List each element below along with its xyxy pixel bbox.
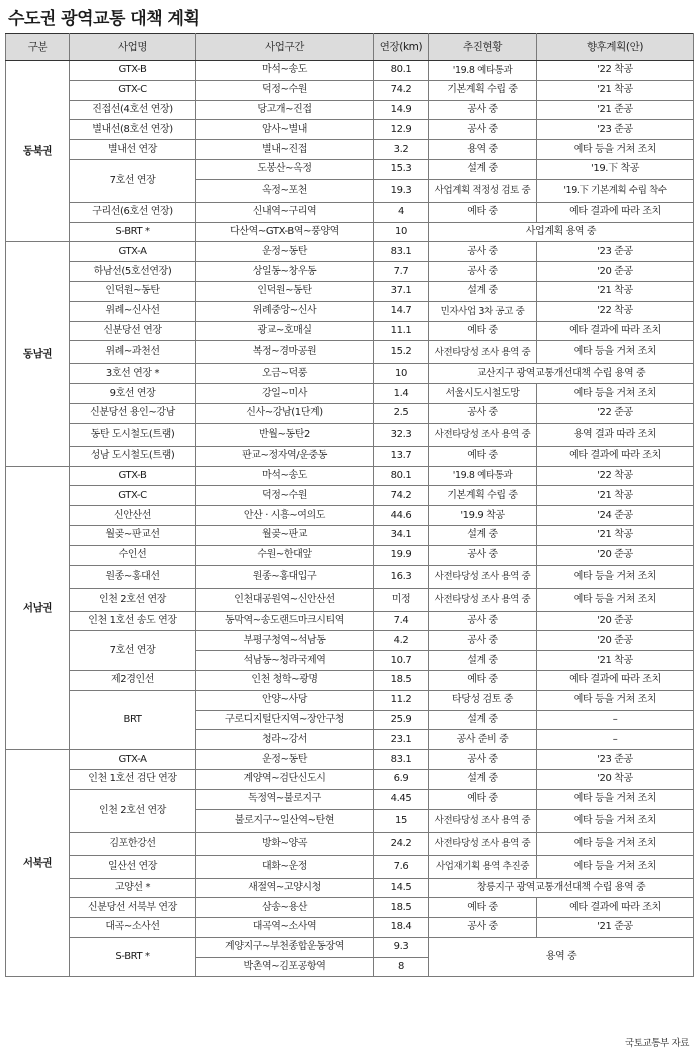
table-body	[6, 61, 694, 977]
header-row	[6, 34, 694, 61]
section-cell: 운정~동탄	[196, 242, 374, 262]
plan-cell: 예타 등을 거쳐 조치	[537, 809, 694, 832]
length-cell: 9.3	[374, 937, 429, 957]
project-name-cell: 위례~신사선	[70, 301, 196, 321]
table-row	[6, 937, 694, 957]
section-cell: 덕정~수원	[196, 486, 374, 506]
section-cell: 삼송~용산	[196, 898, 374, 918]
section-cell: 월곶~판교	[196, 525, 374, 545]
table-row	[6, 100, 694, 120]
project-name-cell: 7호선 연장	[70, 631, 196, 671]
project-name-cell: 별내선(8호선 연장)	[70, 120, 196, 140]
project-name-cell: 인덕원~동탄	[70, 281, 196, 301]
length-cell: 4	[374, 202, 429, 222]
project-name-cell: 하남선(5호선연장)	[70, 262, 196, 282]
table-row	[6, 878, 694, 898]
status-cell: 사업재기획 용역 추진중	[429, 855, 537, 878]
plan-cell: '22 준공	[537, 403, 694, 423]
length-cell: 11.1	[374, 321, 429, 341]
section-cell: 인천대공원역~신안산선	[196, 588, 374, 611]
status-cell: 공사 중	[429, 120, 537, 140]
status-cell: 설계 중	[429, 710, 537, 730]
table-row	[6, 789, 694, 809]
length-cell: 80.1	[374, 61, 429, 81]
project-name-cell: 김포한강선	[70, 832, 196, 855]
plan-cell: '23 준공	[537, 750, 694, 770]
table-row	[6, 506, 694, 526]
plan-cell: 예타 등을 거쳐 조치	[537, 789, 694, 809]
section-cell: 당고개~진접	[196, 100, 374, 120]
plan-cell: 예타 등을 거쳐 조치	[537, 588, 694, 611]
merged-status-plan-cell: 용역 중	[429, 937, 694, 977]
project-name-cell: GTX-A	[70, 242, 196, 262]
table-row	[6, 384, 694, 404]
plan-cell: 예타 결과에 따라 조치	[537, 898, 694, 918]
section-cell: 청라~강서	[196, 730, 374, 750]
plan-cell: 예타 등을 거쳐 조치	[537, 832, 694, 855]
project-name-cell: 원종~홍대선	[70, 565, 196, 588]
status-cell: 공사 중	[429, 545, 537, 565]
length-cell: 25.9	[374, 710, 429, 730]
region-cell: 서남권	[6, 466, 70, 750]
length-cell: 32.3	[374, 423, 429, 446]
table-row	[6, 611, 694, 631]
section-cell: 다산역~GTX-B역~풍양역	[196, 222, 374, 242]
section-cell: 마석~송도	[196, 466, 374, 486]
merged-status-plan-cell: 창릉지구 광역교통개선대책 수립 용역 중	[429, 878, 694, 898]
plan-cell: '21 준공	[537, 918, 694, 938]
status-cell: 사전타당성 조사 용역 중	[429, 832, 537, 855]
plan-cell: '20 준공	[537, 631, 694, 651]
status-cell: 설계 중	[429, 281, 537, 301]
plan-cell: '22 착공	[537, 466, 694, 486]
status-cell: 공사 중	[429, 100, 537, 120]
length-cell: 7.7	[374, 262, 429, 282]
status-cell: 예타 중	[429, 670, 537, 690]
section-cell: 덕정~수원	[196, 80, 374, 100]
table-row	[6, 222, 694, 242]
table-row	[6, 262, 694, 282]
section-cell: 구로디지털단지역~장안구청	[196, 710, 374, 730]
length-cell: 44.6	[374, 506, 429, 526]
plan-cell: '20 준공	[537, 545, 694, 565]
table-row	[6, 61, 694, 81]
length-cell: 37.1	[374, 281, 429, 301]
section-cell: 계양역~검단신도시	[196, 769, 374, 789]
section-cell: 원종~홍대입구	[196, 565, 374, 588]
length-cell: 83.1	[374, 242, 429, 262]
plan-cell: '19.下 기본계획 수립 착수	[537, 179, 694, 202]
length-cell: 7.4	[374, 611, 429, 631]
length-cell: 12.9	[374, 120, 429, 140]
header-status: 추진현황	[429, 34, 537, 61]
plan-cell: 예타 결과에 따라 조치	[537, 446, 694, 466]
table-row	[6, 321, 694, 341]
plan-cell: 예타 등을 거쳐 조치	[537, 140, 694, 160]
section-cell: 암사~별내	[196, 120, 374, 140]
status-cell: 공사 중	[429, 242, 537, 262]
section-cell: 상일동~창우동	[196, 262, 374, 282]
section-cell: 방화~양곡	[196, 832, 374, 855]
status-cell: 설계 중	[429, 525, 537, 545]
plan-cell: '21 착공	[537, 80, 694, 100]
table-row	[6, 769, 694, 789]
plan-cell: 예타 등을 거쳐 조치	[537, 690, 694, 710]
project-name-cell: GTX-C	[70, 80, 196, 100]
page-title: 수도권 광역교통 대책 계획	[8, 9, 200, 29]
length-cell: 18.5	[374, 670, 429, 690]
project-name-cell: 대곡~소사선	[70, 918, 196, 938]
table-row	[6, 403, 694, 423]
length-cell: 23.1	[374, 730, 429, 750]
section-cell: 불로지구~일산역~탄현	[196, 809, 374, 832]
project-name-cell: 성남 도시철도(트램)	[70, 446, 196, 466]
table-row	[6, 364, 694, 384]
status-cell: 공사 중	[429, 611, 537, 631]
project-name-cell: 수인선	[70, 545, 196, 565]
status-cell: 설계 중	[429, 651, 537, 671]
project-name-cell: GTX-C	[70, 486, 196, 506]
length-cell: 18.4	[374, 918, 429, 938]
section-cell: 강일~미사	[196, 384, 374, 404]
status-cell: 사전타당성 조사 용역 중	[429, 809, 537, 832]
plan-cell: '20 준공	[537, 611, 694, 631]
status-cell: 예타 중	[429, 321, 537, 341]
status-cell: '19.8 예타통과	[429, 61, 537, 81]
length-cell: 15.3	[374, 159, 429, 179]
length-cell: 83.1	[374, 750, 429, 770]
table-row	[6, 242, 694, 262]
length-cell: 10	[374, 222, 429, 242]
header-region: 구분	[6, 34, 70, 61]
table-row	[6, 525, 694, 545]
section-cell: 오금~덕풍	[196, 364, 374, 384]
merged-status-plan-cell: 사업계획 용역 중	[429, 222, 694, 242]
length-cell: 15	[374, 809, 429, 832]
status-cell: 공사 중	[429, 262, 537, 282]
table-row	[6, 750, 694, 770]
section-cell: 신내역~구리역	[196, 202, 374, 222]
table-row	[6, 588, 694, 611]
table-row	[6, 918, 694, 938]
plan-cell: 용역 결과 따라 조치	[537, 423, 694, 446]
section-cell: 대화~운정	[196, 855, 374, 878]
length-cell: 14.7	[374, 301, 429, 321]
project-name-cell: 신분당선 용인~강남	[70, 403, 196, 423]
plan-cell: '23 준공	[537, 242, 694, 262]
length-cell: 19.3	[374, 179, 429, 202]
section-cell: 동막역~송도랜드마크시티역	[196, 611, 374, 631]
table-row	[6, 341, 694, 364]
project-name-cell: 인천 2호선 연장	[70, 588, 196, 611]
plan-cell: 예타 결과에 따라 조치	[537, 202, 694, 222]
table-row	[6, 281, 694, 301]
project-name-cell: GTX-B	[70, 466, 196, 486]
status-cell: '19.9 착공	[429, 506, 537, 526]
length-cell: 4.2	[374, 631, 429, 651]
table-row	[6, 545, 694, 565]
project-name-cell: 별내선 연장	[70, 140, 196, 160]
status-cell: 설계 중	[429, 769, 537, 789]
table-row	[6, 466, 694, 486]
plan-cell: '22 착공	[537, 61, 694, 81]
length-cell: 18.5	[374, 898, 429, 918]
section-cell: 석남동~청라국제역	[196, 651, 374, 671]
plan-cell: 예타 결과에 따라 조치	[537, 321, 694, 341]
section-cell: 인천 청학~광명	[196, 670, 374, 690]
length-cell: 34.1	[374, 525, 429, 545]
header-plan: 향후계획(안)	[537, 34, 694, 61]
plan-cell: 예타 등을 거쳐 조치	[537, 341, 694, 364]
project-name-cell: 인천 1호선 검단 연장	[70, 769, 196, 789]
project-name-cell: 신분당선 연장	[70, 321, 196, 341]
project-name-cell: 인천 1호선 송도 연장	[70, 611, 196, 631]
status-cell: 예타 중	[429, 202, 537, 222]
project-name-cell: 구리선(6호선 연장)	[70, 202, 196, 222]
plan-cell: '21 착공	[537, 486, 694, 506]
plan-cell: '21 준공	[537, 100, 694, 120]
length-cell: 13.7	[374, 446, 429, 466]
merged-status-plan-cell: 교산지구 광역교통개선대책 수립 용역 중	[429, 364, 694, 384]
header-section: 사업구간	[196, 34, 374, 61]
section-cell: 대곡역~소사역	[196, 918, 374, 938]
table-row	[6, 202, 694, 222]
length-cell: 74.2	[374, 80, 429, 100]
table-row	[6, 486, 694, 506]
section-cell: 안양~사당	[196, 690, 374, 710]
status-cell: '19.8 예타통과	[429, 466, 537, 486]
status-cell: 사전타당성 조사 용역 중	[429, 423, 537, 446]
section-cell: 도봉산~옥정	[196, 159, 374, 179]
section-cell: 새절역~고양시청	[196, 878, 374, 898]
section-cell: 위례중앙~신사	[196, 301, 374, 321]
section-cell: 인덕원~동탄	[196, 281, 374, 301]
status-cell: 기본계획 수립 중	[429, 486, 537, 506]
section-cell: 독정역~불로지구	[196, 789, 374, 809]
length-cell: 19.9	[374, 545, 429, 565]
status-cell: 예타 중	[429, 446, 537, 466]
status-cell: 기본계획 수립 중	[429, 80, 537, 100]
length-cell: 24.2	[374, 832, 429, 855]
table-row	[6, 423, 694, 446]
status-cell: 사전타당성 조사 용역 중	[429, 565, 537, 588]
status-cell: 사전타당성 조사 용역 중	[429, 341, 537, 364]
table-row	[6, 301, 694, 321]
length-cell: 10.7	[374, 651, 429, 671]
region-cell: 서북권	[6, 750, 70, 977]
table-row	[6, 159, 694, 179]
project-name-cell: 진접선(4호선 연장)	[70, 100, 196, 120]
plan-cell: –	[537, 730, 694, 750]
plan-cell: '21 착공	[537, 281, 694, 301]
length-cell: 8	[374, 957, 429, 977]
status-cell: 예타 중	[429, 898, 537, 918]
section-cell: 옥정~포천	[196, 179, 374, 202]
length-cell: 2.5	[374, 403, 429, 423]
plan-cell: 예타 등을 거쳐 조치	[537, 565, 694, 588]
plan-cell: 예타 등을 거쳐 조치	[537, 855, 694, 878]
status-cell: 사전타당성 조사 용역 중	[429, 588, 537, 611]
length-cell: 14.9	[374, 100, 429, 120]
plan-cell: –	[537, 710, 694, 730]
project-name-cell: BRT	[70, 690, 196, 749]
status-cell: 공사 중	[429, 631, 537, 651]
region-cell: 동북권	[6, 61, 70, 242]
status-cell: 예타 중	[429, 789, 537, 809]
project-name-cell: S-BRT *	[70, 222, 196, 242]
length-cell: 14.5	[374, 878, 429, 898]
plan-cell: '20 준공	[537, 262, 694, 282]
status-cell: 서울시도시철도망	[429, 384, 537, 404]
table-row	[6, 80, 694, 100]
header-project: 사업명	[70, 34, 196, 61]
length-cell: 74.2	[374, 486, 429, 506]
table-row	[6, 120, 694, 140]
project-name-cell: GTX-B	[70, 61, 196, 81]
section-cell: 광교~호매실	[196, 321, 374, 341]
project-name-cell: 신안산선	[70, 506, 196, 526]
plan-cell: 예타 등을 거쳐 조치	[537, 384, 694, 404]
length-cell: 1.4	[374, 384, 429, 404]
length-cell: 미정	[374, 588, 429, 611]
project-name-cell: 제2경인선	[70, 670, 196, 690]
status-cell: 공사 중	[429, 750, 537, 770]
table-row	[6, 832, 694, 855]
region-cell: 동남권	[6, 242, 70, 466]
section-cell: 별내~진접	[196, 140, 374, 160]
table-row	[6, 565, 694, 588]
project-name-cell: 위례~과천선	[70, 341, 196, 364]
section-cell: 안산 · 시흥~여의도	[196, 506, 374, 526]
project-name-cell: 동탄 도시철도(트램)	[70, 423, 196, 446]
project-name-cell: GTX-A	[70, 750, 196, 770]
status-cell: 공사 중	[429, 918, 537, 938]
length-cell: 15.2	[374, 341, 429, 364]
header-length: 연장(km)	[374, 34, 429, 61]
status-cell: 공사 중	[429, 403, 537, 423]
plan-table	[5, 33, 694, 977]
length-cell: 4.45	[374, 789, 429, 809]
plan-cell: '21 착공	[537, 651, 694, 671]
source-note: 국토교통부 자료	[624, 1038, 689, 1049]
table-row	[6, 631, 694, 651]
table-row	[6, 446, 694, 466]
section-cell: 수원~한대앞	[196, 545, 374, 565]
table-row	[6, 690, 694, 710]
section-cell: 판교~정자역/운중동	[196, 446, 374, 466]
status-cell: 용역 중	[429, 140, 537, 160]
project-name-cell: 9호선 연장	[70, 384, 196, 404]
plan-cell: '19.下 착공	[537, 159, 694, 179]
project-name-cell: 7호선 연장	[70, 159, 196, 202]
plan-cell: '21 착공	[537, 525, 694, 545]
length-cell: 10	[374, 364, 429, 384]
project-name-cell: 3호선 연장 *	[70, 364, 196, 384]
project-name-cell: 인천 2호선 연장	[70, 789, 196, 832]
section-cell: 계양지구~부천종합운동장역	[196, 937, 374, 957]
table-row	[6, 855, 694, 878]
plan-cell: '23 준공	[537, 120, 694, 140]
length-cell: 80.1	[374, 466, 429, 486]
plan-cell: '22 착공	[537, 301, 694, 321]
section-cell: 복정~경마공원	[196, 341, 374, 364]
length-cell: 7.6	[374, 855, 429, 878]
length-cell: 3.2	[374, 140, 429, 160]
section-cell: 운정~동탄	[196, 750, 374, 770]
project-name-cell: 일산선 연장	[70, 855, 196, 878]
status-cell: 설계 중	[429, 159, 537, 179]
section-cell: 신사~강남(1단계)	[196, 403, 374, 423]
status-cell: 민자사업 3차 공고 중	[429, 301, 537, 321]
section-cell: 부평구청역~석남동	[196, 631, 374, 651]
project-name-cell: 신분당선 서북부 연장	[70, 898, 196, 918]
status-cell: 사업계획 적정성 검토 중	[429, 179, 537, 202]
plan-cell: '20 착공	[537, 769, 694, 789]
table-row	[6, 670, 694, 690]
section-cell: 박촌역~김포공항역	[196, 957, 374, 977]
project-name-cell: S-BRT *	[70, 937, 196, 977]
status-cell: 공사 준비 중	[429, 730, 537, 750]
table-row	[6, 898, 694, 918]
length-cell: 11.2	[374, 690, 429, 710]
table-row	[6, 140, 694, 160]
length-cell: 6.9	[374, 769, 429, 789]
plan-cell: '24 준공	[537, 506, 694, 526]
plan-cell: 예타 결과에 따라 조치	[537, 670, 694, 690]
length-cell: 16.3	[374, 565, 429, 588]
status-cell: 타당성 검토 중	[429, 690, 537, 710]
section-cell: 마석~송도	[196, 61, 374, 81]
project-name-cell: 월곶~판교선	[70, 525, 196, 545]
project-name-cell: 고양선 *	[70, 878, 196, 898]
section-cell: 반월~동탄2	[196, 423, 374, 446]
